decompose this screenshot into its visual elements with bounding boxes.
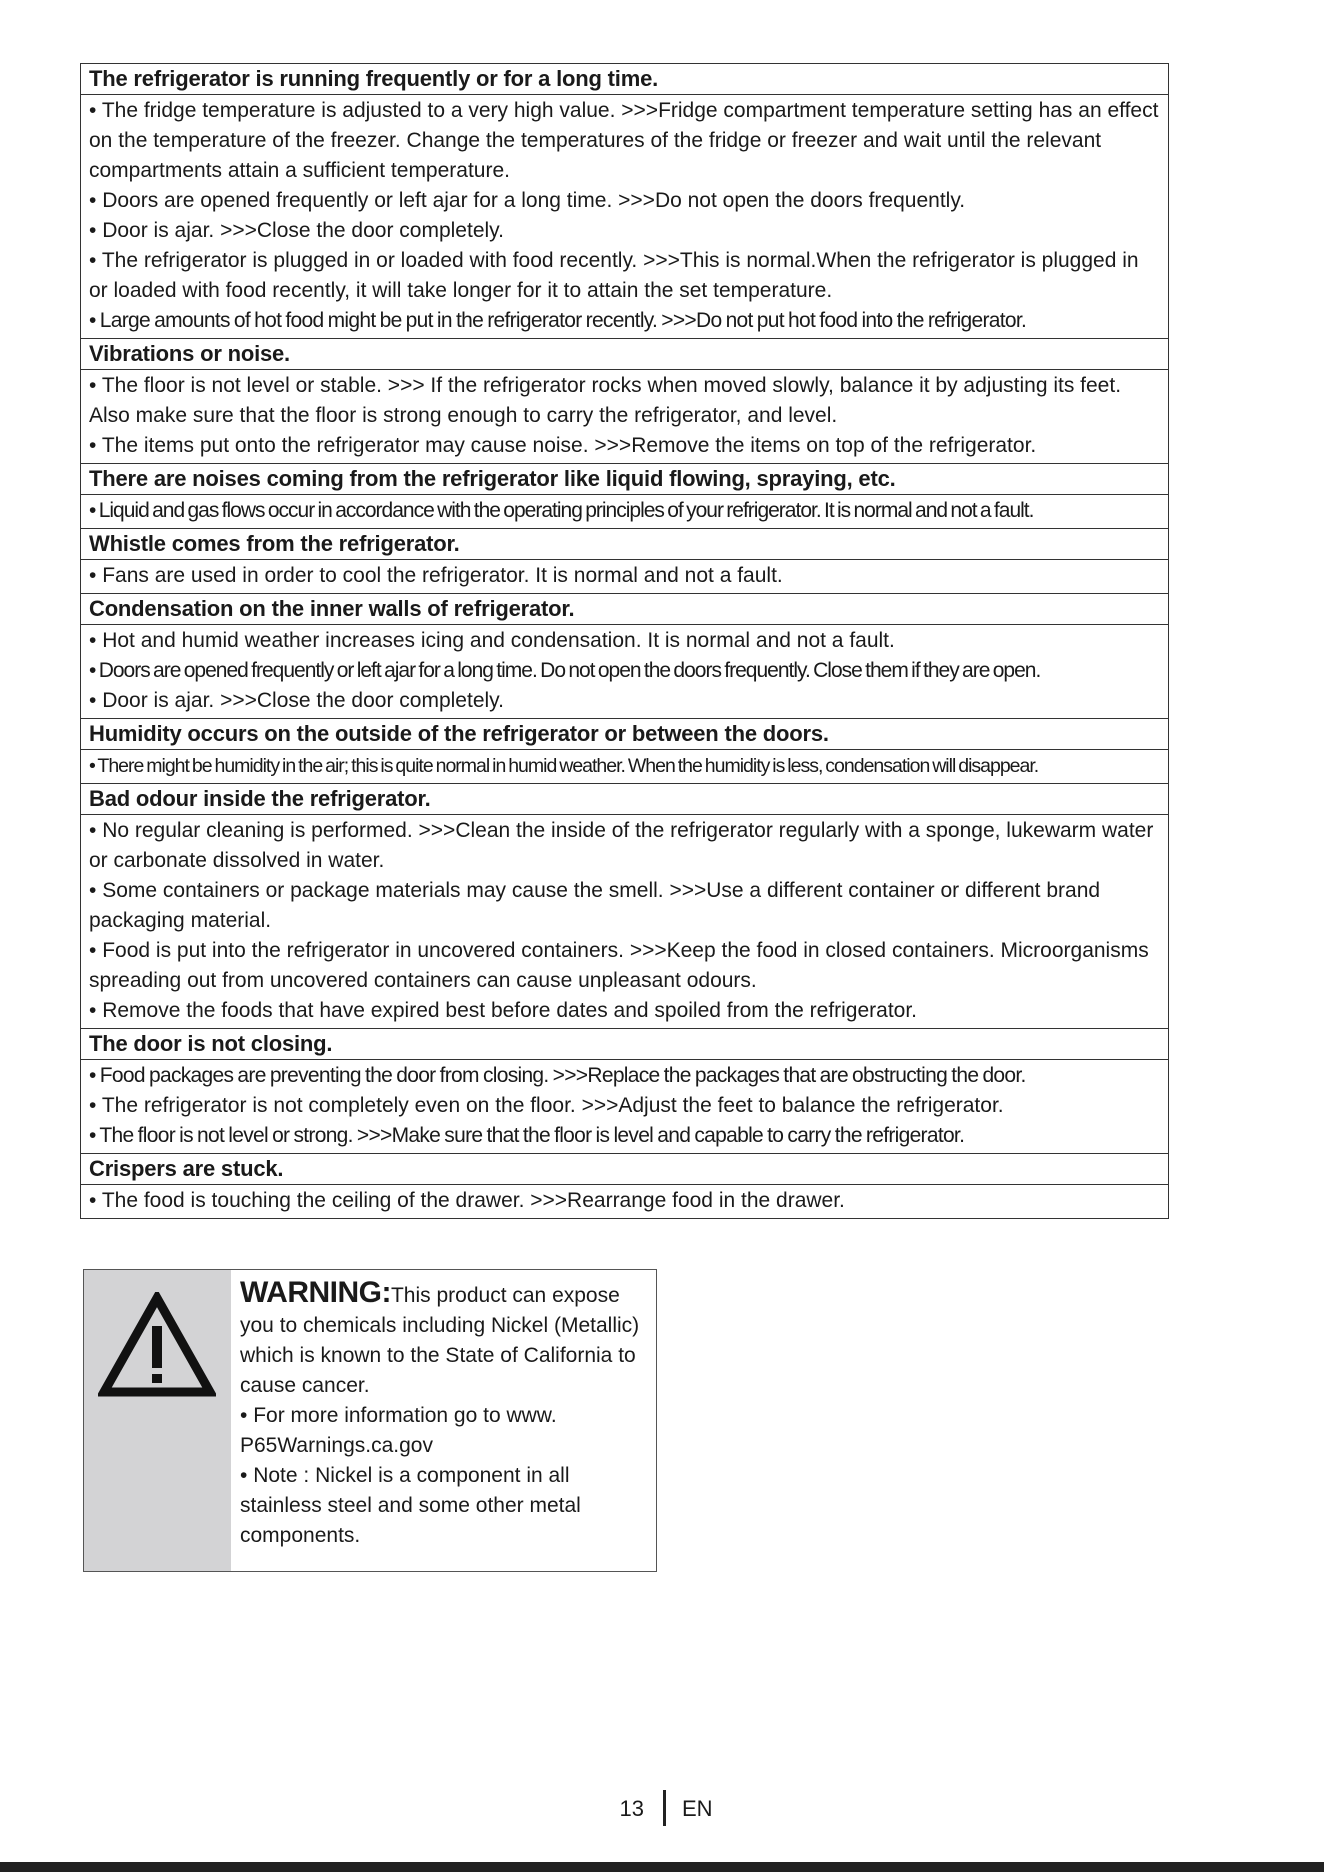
item-text: The refrigerator is plugged in or loaded with food recently. >>>This is normal.When the refrigerator is plugged in or loaded with food recently, it will take longer for it to attain the set temperature. bbox=[89, 249, 1139, 302]
item-text: The refrigerator is not completely even on the floor. >>>Adjust the feet to balance the refrigerator. bbox=[101, 1094, 1004, 1117]
page-footer bbox=[0, 1790, 1324, 1830]
item-text: Doors are opened frequently or left ajar for a long time. >>>Do not open the doors frequently. bbox=[102, 189, 966, 212]
bullet: • bbox=[89, 879, 97, 902]
item-text: The items put onto the refrigerator may cause noise. >>>Remove the items on top of the refrigerator. bbox=[101, 434, 1037, 457]
item-text: No regular cleaning is performed. >>>Clean the inside of the refrigerator regularly with a sponge, lukewarm water or carbonate dissolved in water. bbox=[89, 819, 1154, 872]
bullet: • bbox=[89, 1124, 96, 1147]
bullet: • bbox=[89, 374, 97, 397]
bullet: • bbox=[89, 659, 96, 682]
item-text: Doors are opened frequently or left ajar for a long time. Do not open the doors frequently. Close them if they are open. bbox=[98, 659, 1041, 682]
section-body bbox=[81, 625, 1168, 719]
item-text: Food packages are preventing the door from closing. >>>Replace the packages that are obstructing the door. bbox=[99, 1064, 1026, 1087]
bullet: • bbox=[89, 629, 97, 652]
warning-note-text: Note : Nickel is a component in all stainless steel and some other metal components. bbox=[240, 1464, 581, 1547]
bullet: • bbox=[89, 939, 97, 962]
list-item bbox=[89, 496, 1160, 526]
warning-box bbox=[83, 1269, 657, 1572]
bullet: • bbox=[89, 999, 97, 1022]
warning-text bbox=[240, 1278, 650, 1551]
bullet: • bbox=[89, 99, 97, 122]
item-text: Food is put into the refrigerator in uncovered containers. >>>Keep the food in closed containers. Microorganisms spreading out from uncovered containers can cause unpleasant odours. bbox=[89, 939, 1149, 992]
list-item bbox=[89, 561, 1160, 591]
footer-divider bbox=[663, 1790, 666, 1826]
bullet: • bbox=[89, 434, 97, 457]
list-item bbox=[89, 1121, 1160, 1151]
section-title: Whistle comes from the refrigerator. bbox=[81, 529, 1168, 560]
list-item bbox=[89, 246, 1160, 306]
item-text: Liquid and gas flows occur in accordance with the operating principles of your refrigerator. It is normal and not a fault. bbox=[98, 499, 1034, 522]
section-title: Humidity occurs on the outside of the refrigerator or between the doors. bbox=[81, 719, 1168, 750]
bullet: • bbox=[89, 689, 97, 712]
list-item bbox=[89, 371, 1160, 431]
item-text: The floor is not level or strong. >>>Make sure that the floor is level and capable to carry the refrigerator. bbox=[99, 1124, 965, 1147]
bullet: • bbox=[240, 1404, 248, 1427]
section-title: Bad odour inside the refrigerator. bbox=[81, 784, 1168, 815]
warning-info bbox=[240, 1401, 650, 1461]
section-body bbox=[81, 1185, 1168, 1218]
list-item bbox=[89, 816, 1160, 876]
section-body bbox=[81, 95, 1168, 339]
section-body bbox=[81, 370, 1168, 464]
page-number: 13 bbox=[619, 1796, 644, 1821]
list-item bbox=[89, 1061, 1160, 1091]
section-title: The door is not closing. bbox=[81, 1029, 1168, 1060]
page-language: EN bbox=[682, 1796, 713, 1821]
item-text: The food is touching the ceiling of the drawer. >>>Rearrange food in the drawer. bbox=[101, 1189, 845, 1212]
list-item bbox=[89, 96, 1160, 186]
warning-note bbox=[240, 1461, 650, 1551]
list-item bbox=[89, 186, 1160, 216]
item-text: Large amounts of hot food might be put in the refrigerator recently. >>>Do not put hot food into the refrigerator. bbox=[99, 309, 1027, 332]
list-item bbox=[89, 431, 1160, 461]
warning-info-text: For more information go to www. P65Warnings.ca.gov bbox=[240, 1404, 557, 1457]
list-item bbox=[89, 751, 1160, 781]
section-body bbox=[81, 750, 1168, 784]
list-item bbox=[89, 1091, 1160, 1121]
bullet: • bbox=[89, 219, 97, 242]
section-body bbox=[81, 495, 1168, 529]
list-item bbox=[89, 1186, 1160, 1216]
item-text: The fridge temperature is adjusted to a very high value. >>>Fridge compartment temperature setting has an effect on the temperature of the freezer. Change the temperatures of the fridge or freezer and wait until the relevant compartments attain a sufficient temperature. bbox=[89, 99, 1159, 182]
warning-paragraph bbox=[240, 1278, 650, 1401]
bullet: • bbox=[89, 309, 96, 332]
item-text: Fans are used in order to cool the refrigerator. It is normal and not a fault. bbox=[102, 564, 783, 587]
warning-triangle-icon bbox=[98, 1292, 216, 1402]
section-body bbox=[81, 815, 1168, 1029]
item-text: Remove the foods that have expired best before dates and spoiled from the refrigerator. bbox=[102, 999, 918, 1022]
bullet: • bbox=[89, 1094, 97, 1117]
item-text: There might be humidity in the air; this is quite normal in humid weather. When the humidity is less, condensation will disappear. bbox=[97, 755, 1039, 777]
list-item bbox=[89, 306, 1160, 336]
warning-intro: This product can expose you to chemicals including Nickel (Metallic) which is known to the State of California to cause cancer. bbox=[240, 1284, 640, 1397]
bullet: • bbox=[89, 249, 97, 272]
bullet: • bbox=[89, 1064, 96, 1087]
item-text: Hot and humid weather increases icing and condensation. It is normal and not a fault. bbox=[102, 629, 895, 652]
troubleshooting-table bbox=[80, 63, 1169, 1219]
section-title: Vibrations or noise. bbox=[81, 339, 1168, 370]
section-title: Condensation on the inner walls of refrigerator. bbox=[81, 594, 1168, 625]
list-item bbox=[89, 686, 1160, 716]
bullet: • bbox=[89, 189, 97, 212]
list-item bbox=[89, 216, 1160, 246]
bottom-rule bbox=[0, 1862, 1324, 1872]
item-text: Door is ajar. >>>Close the door completely. bbox=[102, 219, 504, 242]
list-item bbox=[89, 996, 1160, 1026]
section-body bbox=[81, 1060, 1168, 1154]
list-item bbox=[89, 876, 1160, 936]
bullet: • bbox=[89, 564, 97, 587]
section-body bbox=[81, 560, 1168, 594]
list-item bbox=[89, 626, 1160, 656]
warning-title: WARNING: bbox=[240, 1276, 391, 1309]
section-title: The refrigerator is running frequently or for a long time. bbox=[81, 64, 1168, 95]
section-title: Crispers are stuck. bbox=[81, 1154, 1168, 1185]
item-text: Door is ajar. >>>Close the door completely. bbox=[102, 689, 504, 712]
bullet: • bbox=[89, 1189, 97, 1212]
list-item bbox=[89, 656, 1160, 686]
item-text: Some containers or package materials may cause the smell. >>>Use a different container or different brand packaging material. bbox=[89, 879, 1101, 932]
section-title: There are noises coming from the refrigerator like liquid flowing, spraying, etc. bbox=[81, 464, 1168, 495]
item-text: The floor is not level or stable. >>> If the refrigerator rocks when moved slowly, balance it by adjusting its feet. Also make sure that the floor is strong enough to carry the refrigerator, and level. bbox=[89, 374, 1122, 427]
bullet: • bbox=[240, 1464, 248, 1487]
bullet: • bbox=[89, 819, 97, 842]
warning-sidebar bbox=[84, 1270, 231, 1571]
bullet: • bbox=[89, 499, 96, 522]
list-item bbox=[89, 936, 1160, 996]
bullet: • bbox=[89, 755, 95, 777]
